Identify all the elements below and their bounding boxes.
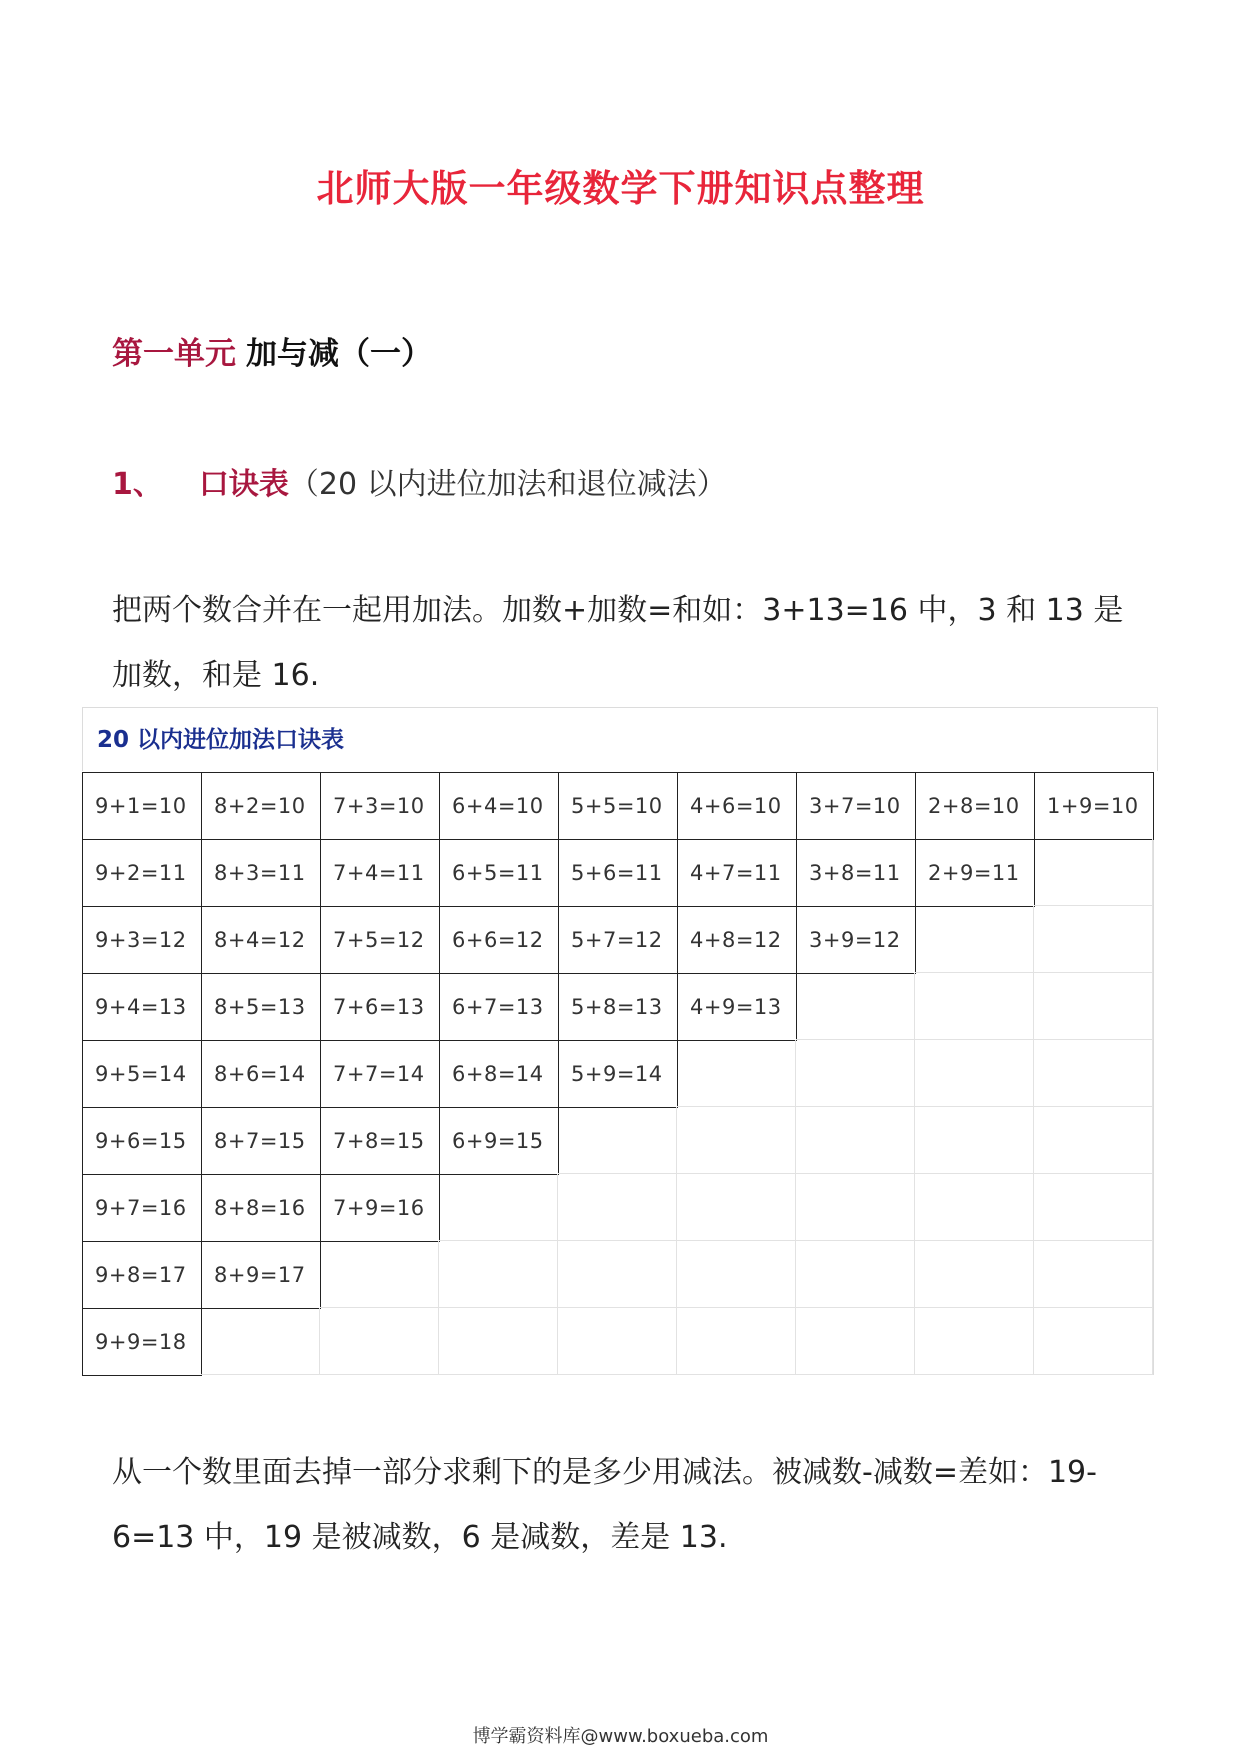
table-cell: 7+8=15	[320, 1107, 440, 1175]
table-cell	[677, 1174, 796, 1241]
subtraction-paragraph: 从一个数里面去掉一部分求剩下的是多少用减法。被减数-减数=差如：19-6=13 中，19 是被减数，6 是减数，差是 13.	[112, 1455, 1097, 1555]
table-cell: 9+4=13	[82, 973, 202, 1041]
table-cell	[439, 1174, 558, 1241]
table-cell	[915, 1107, 1034, 1174]
table-cell	[1034, 1308, 1153, 1375]
table-cell	[915, 1308, 1034, 1375]
unit-name: 加与减（一）	[246, 336, 432, 372]
table-cell	[558, 1174, 677, 1241]
table-cell: 4+7=11	[677, 839, 797, 907]
table-cell: 8+9=17	[201, 1241, 321, 1309]
table-grid	[82, 772, 1154, 1375]
table-cell: 5+7=12	[558, 906, 678, 974]
table-cell	[677, 1241, 796, 1308]
addition-table	[82, 707, 1158, 1374]
table-cell	[915, 1241, 1034, 1308]
table-cell	[796, 1107, 915, 1174]
unit-heading	[112, 328, 432, 373]
table-cell	[915, 1174, 1034, 1241]
table-cell: 9+2=11	[82, 839, 202, 907]
section-heading	[112, 459, 727, 503]
table-cell: 9+5=14	[82, 1040, 202, 1108]
table-cell	[677, 1040, 796, 1107]
table-cell	[1034, 1241, 1153, 1308]
table-cell: 7+9=16	[320, 1174, 440, 1242]
table-cell: 3+9=12	[796, 906, 916, 974]
table-cell	[1034, 1107, 1153, 1174]
table-cell: 9+8=17	[82, 1241, 202, 1309]
table-cell	[558, 1241, 677, 1308]
table-cell: 8+7=15	[201, 1107, 321, 1175]
page-title: 北师大版一年级数学下册知识点整理	[316, 167, 925, 210]
table-caption: 20 以内进位加法口诀表	[82, 707, 1158, 771]
table-cell	[439, 1241, 558, 1308]
table-cell	[915, 1040, 1034, 1107]
table-cell: 9+9=18	[82, 1308, 202, 1376]
unit-label: 第一单元	[112, 336, 236, 372]
table-cell: 7+5=12	[320, 906, 440, 974]
table-cell: 8+6=14	[201, 1040, 321, 1108]
table-cell	[201, 1308, 320, 1375]
table-cell	[796, 1040, 915, 1107]
table-cell: 8+4=12	[201, 906, 321, 974]
table-cell: 7+4=11	[320, 839, 440, 907]
table-cell: 4+9=13	[677, 973, 797, 1041]
section-description: （20 以内进位加法和退位减法）	[288, 467, 727, 502]
table-cell: 9+3=12	[82, 906, 202, 974]
table-cell	[439, 1308, 558, 1375]
table-cell: 8+2=10	[201, 772, 321, 840]
table-cell: 6+9=15	[439, 1107, 559, 1175]
table-cell: 8+8=16	[201, 1174, 321, 1242]
table-cell: 3+8=11	[796, 839, 916, 907]
table-cell: 7+3=10	[320, 772, 440, 840]
table-cell	[677, 1308, 796, 1375]
table-cell	[677, 1107, 796, 1174]
table-cell: 7+6=13	[320, 973, 440, 1041]
table-cell: 1+9=10	[1034, 772, 1154, 840]
table-cell: 9+7=16	[82, 1174, 202, 1242]
table-cell: 4+6=10	[677, 772, 797, 840]
table-cell: 8+5=13	[201, 973, 321, 1041]
table-cell	[1034, 1040, 1153, 1107]
addition-paragraph: 把两个数合并在一起用加法。加数+加数=和如：3+13=16 中，3 和 13 是加数，和是 16.	[112, 593, 1124, 693]
table-cell	[796, 1241, 915, 1308]
table-cell: 3+7=10	[796, 772, 916, 840]
table-cell: 6+5=11	[439, 839, 559, 907]
table-cell	[1034, 839, 1153, 906]
section-number: 1、	[112, 467, 163, 502]
table-cell: 6+4=10	[439, 772, 559, 840]
table-cell	[796, 973, 915, 1040]
table-cell: 9+1=10	[82, 772, 202, 840]
table-cell	[558, 1107, 677, 1174]
table-cell: 4+8=12	[677, 906, 797, 974]
table-cell: 5+8=13	[558, 973, 678, 1041]
table-cell: 6+8=14	[439, 1040, 559, 1108]
table-cell	[558, 1308, 677, 1375]
table-cell: 5+9=14	[558, 1040, 678, 1108]
table-cell: 9+6=15	[82, 1107, 202, 1175]
table-cell	[796, 1174, 915, 1241]
table-cell: 5+6=11	[558, 839, 678, 907]
table-cell: 6+7=13	[439, 973, 559, 1041]
table-cell	[796, 1308, 915, 1375]
table-cell	[1034, 1174, 1153, 1241]
table-cell: 8+3=11	[201, 839, 321, 907]
table-cell: 2+8=10	[915, 772, 1035, 840]
section-name: 口诀表	[198, 467, 289, 502]
table-cell: 5+5=10	[558, 772, 678, 840]
footer-source: 博学霸资料库@www.boxueba.com	[472, 1726, 769, 1747]
table-cell	[1034, 906, 1153, 973]
table-cell: 6+6=12	[439, 906, 559, 974]
table-cell	[320, 1308, 439, 1375]
table-cell: 2+9=11	[915, 839, 1035, 907]
table-cell	[320, 1241, 439, 1308]
table-cell	[915, 906, 1034, 973]
table-cell	[915, 973, 1034, 1040]
table-cell	[1034, 973, 1153, 1040]
table-cell: 7+7=14	[320, 1040, 440, 1108]
